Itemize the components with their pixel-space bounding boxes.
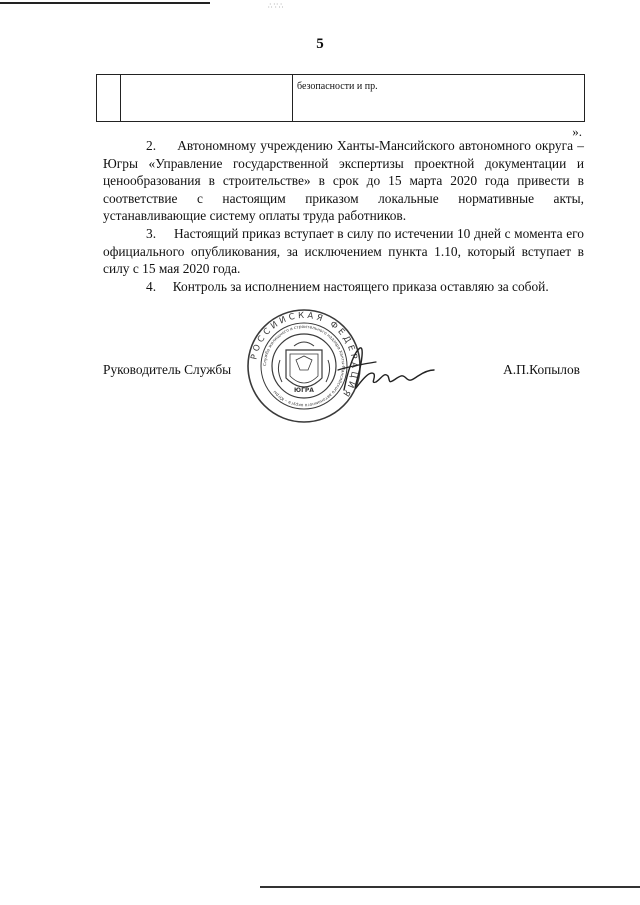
bottom-edge-line xyxy=(260,886,640,888)
seal-outer-text: РОССИЙСКАЯ ФЕДЕРАЦИЯ xyxy=(249,310,360,401)
table-row xyxy=(97,75,585,122)
signatory-position: Руководитель Службы xyxy=(103,362,232,377)
table-cell: безопасности и пр. xyxy=(293,75,585,122)
closing-quote: ». xyxy=(572,124,582,139)
signatory-name: А.П.Копылов xyxy=(503,362,580,377)
paragraph-4: 4. Контроль за исполнением настоящего приказа оставляю за собой. xyxy=(146,278,549,294)
handwritten-signature xyxy=(330,340,440,400)
top-edge-line xyxy=(0,2,210,4)
order-body xyxy=(103,137,584,295)
scan-artifact: ∴∵∴ xyxy=(268,2,285,10)
seal-inner-text: Служба жилищного и строительного надзора Ханты-Мансийского автономного округа – Югры xyxy=(261,323,347,409)
paragraph-3: 3. Настоящий приказ вступает в силу по истечении 10 дней с момента его официального опубликования, за исключением пункта 1.10, который вступает в силу с 15 мая 2020 года. xyxy=(103,225,584,277)
page-number: 5 xyxy=(316,36,324,52)
paragraph-2: 2. Автономному учреждению Ханты-Мансийского автономного округа – Югры «Управление государственной экспертизы проектной документации и ценообразования в строительстве» в срок до 15 марта 2020 года привести в соответствие с настоящим приказом локальные нормативные акты, устанавливающие систему оплаты труда работников. xyxy=(103,138,584,224)
table-cell xyxy=(97,75,121,122)
table-cell xyxy=(121,75,293,122)
continuation-table xyxy=(96,74,585,122)
seal-emblem-text: ЮГРА xyxy=(294,387,314,394)
